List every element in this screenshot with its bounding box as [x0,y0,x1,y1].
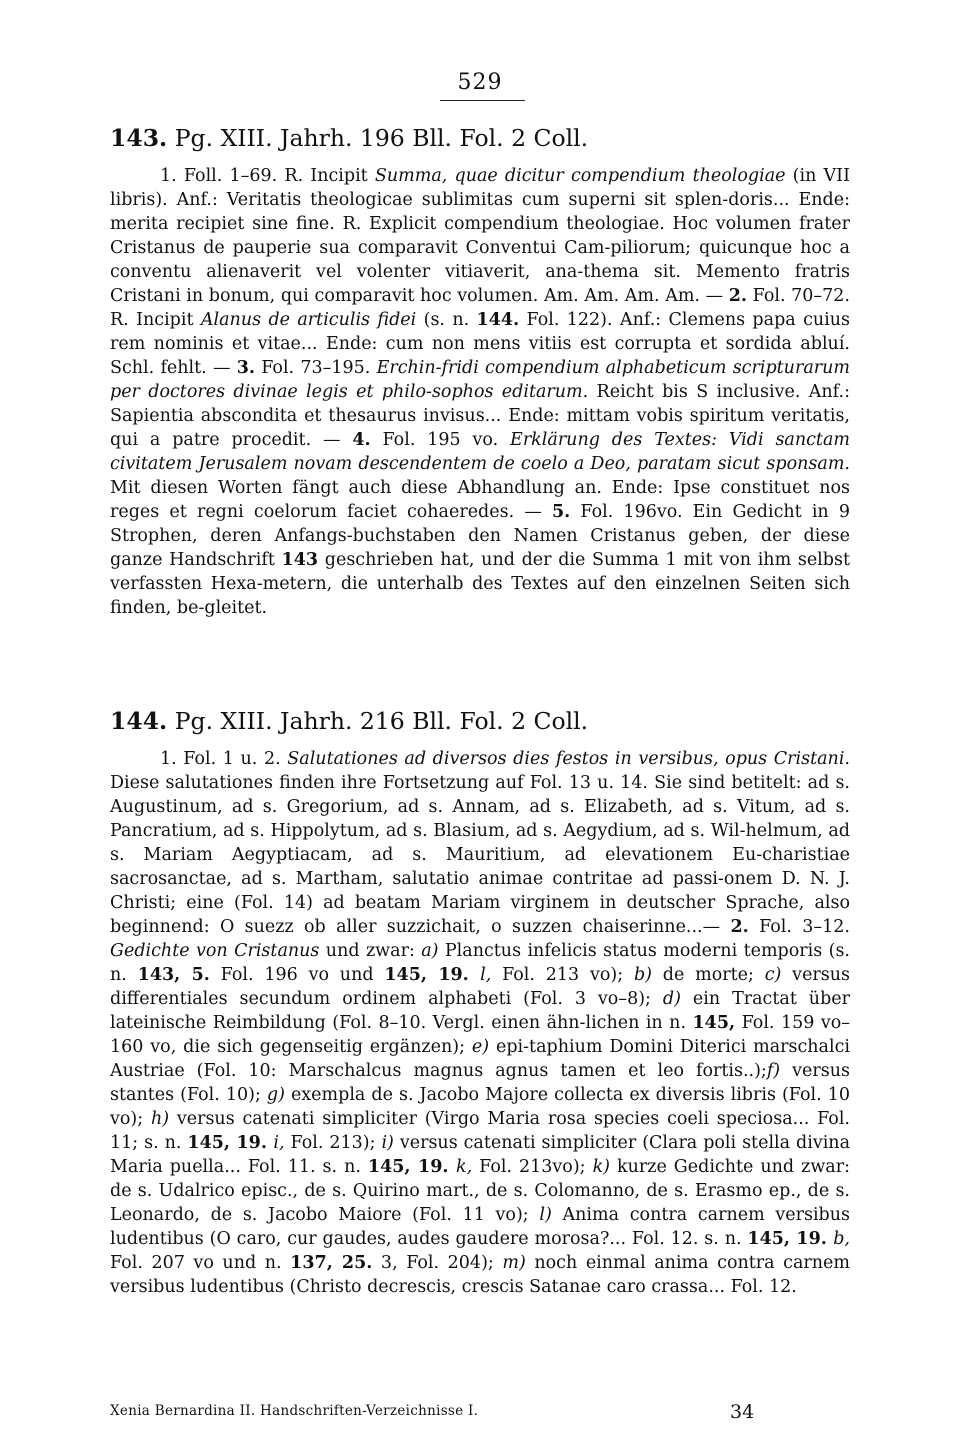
text-run: Diese salutationes finden ihre Fortsetzung auf Fol. 13 u. 14. Sie sind betitelt: ad s. Augustinum, ad s. Gregorium, ad s. Annam, ad s. Elizabeth, ad s. Vitum, ad s. Pancratium, ad s. Hippolytum, ad s. Blasium, ad s. Aegydium, ad s. Wil-helmum, ad s. Mariam Aegyptiacam, ad s. Mauritium, ad elevationem Eu-charistiae sacrosanctae, ad s. Martham, salutatio animae contritae ad passi-onem D. N. J. Christi; eine (Fol. 14) ad beatam Mariam virginem in deutscher Sprache, also beginnend: O suezz ob aller suzzichait, o suzzen chaiserinne...— [110,773,850,937]
entry-heading-text: Pg. XIII. Jahrh. 196 Bll. Fol. 2 Coll. [167,124,589,152]
item-letter: c) [764,965,782,985]
text-run: Fol. 196 vo und [209,965,385,985]
text-run: Mit diesen Worten fängt auch diese Abhandlung an. Ende: Ipse constituet nos reges et regni coelorum faciet cohaeredes. — [110,478,850,522]
entry-heading [110,122,850,154]
italic-title: Gedichte von Cristanus [110,941,320,961]
cross-reference: 137, 25. [290,1253,373,1273]
item-number: 4. [352,430,371,450]
text-run: kurze Gedichte und zwar: de s. Udalrico episc., de s. Quirino mart., de s. Colomanno, de s. Erasmo ep., de s. Leonardo, de s. Jacobo Maiore (Fol. 11 vo); [110,1157,850,1225]
text-run: versus catenati simpliciter (Virgo Maria rosa species coeli speciosa... Fol. 11; s. n. [110,1109,850,1153]
text-run: Fol. 195 vo. [370,430,511,450]
item-letter: f) [766,1061,781,1081]
page-number-rule [440,100,525,101]
manuscript-entry-144 [110,705,850,1299]
item-letter: b, [833,1229,850,1249]
text-run: Fol. 213vo); [472,1157,593,1177]
italic-title: Erchin-fridi compendium alphabeticum scripturarum per doctores divinae legis et philo-sophos editarum. [110,358,850,402]
text-run: und zwar: [319,941,422,961]
text-run: Fol. 196vo. Ein Gedicht in 9 Strophen, deren Anfangs-buchstaben den Namen Cristanus geben, der diese ganze Handschrift [110,502,850,570]
item-letter: g) [266,1085,285,1105]
text-run: versus catenati simpliciter (Clara poli stella divina Maria puella... Fol. 11. s. n. [110,1133,851,1177]
item-letter: l, [480,965,492,985]
text-run: versus stantes (Fol. 10); [110,1061,850,1105]
text-run: (s. n. [416,310,477,330]
item-number: 2. [730,917,749,937]
entry-body [110,747,850,1299]
entry-number: 143. [110,124,168,152]
entry-paragraph [110,747,850,1299]
text-run: ein Tractat über lateinische Reimbildung (Fol. 8–10. Vergl. einen ähn-lichen in n. [110,989,850,1033]
text-run: exempla de s. Jacobo Majore collecta ex diversis libris (Fol. 10 vo); [110,1085,850,1129]
text-run: versus differentiales secundum ordinem alphabeti (Fol. 3 vo–8); [110,965,851,1009]
item-number: 3. [236,358,255,378]
text-run: (in VII libris). Anf.: Veritatis theologicae sublimitas cum superni sit splen-doris... Ende: merita recipiet sine fine. R. Explicit compendium theologiae. Hoc volumen frater Cristanus de pauperie sua comparavit Conventui Cam-piliorum; quicunque hoc a conventu alienaverit vel volenter vitiaverit, ana-thema sit. Memento fratris Cristani in bonum, qui comparavit hoc volumen. Am. Am. Am. Am. — [110,166,850,306]
item-letter: i) [381,1133,394,1153]
text-run: Fol. 70–72. R. Incipit [110,286,850,330]
text-run: Fol. 207 vo und n. [110,1253,291,1273]
cross-reference: 143 [281,550,319,570]
entry-heading-text: Pg. XIII. Jahrh. 216 Bll. Fol. 2 Coll. [167,707,589,735]
italic-title: Summa, quae dicitur compendium theologiae [374,166,786,186]
text-run: Fol. 213 vo); [491,965,634,985]
entry-heading [110,705,850,737]
text-run: Fol. 122). Anf.: Clemens papa cuius rem nominis et vitae... Ende: cum non mens vitiis est corrupta et sordida abluí. Schl. fehlt. — [110,310,850,378]
text-run: Anima contra carnem versibus ludentibus (O caro, cur gaudes, audes gaudere morosa?... Fol. 12. s. n. [110,1205,851,1249]
text-run: 1. Foll. 1–69. R. Incipit [160,166,375,186]
text-run: Fol. 73–195. [255,358,377,378]
item-letter: h) [150,1109,170,1129]
text-run: Reicht bis S inclusive. Anf.: Sapientia abscondita et thesaurus invisus... Ende: mittam vobis spiritum veritatis, qui a patre procedit. — [110,382,850,450]
footer-series-title: Xenia Bernardina II. Handschriften-Verzeichnisse I. [110,1403,479,1419]
cross-reference: 145, 19. [367,1157,456,1177]
italic-title: Erklärung des Textes: Vidi sanctam civitatem Jerusalem novam descendentem de coelo a Deo, paratam sicut sponsam. [110,430,850,474]
cross-reference: 145, [692,1013,736,1033]
cross-reference: 144. [476,310,520,330]
manuscript-entry-143 [110,122,850,620]
italic-title: Salutationes ad diversos dies festos in versibus, opus Cristani. [287,749,850,769]
text-run: Fol. 3–12. [748,917,850,937]
entry-paragraph [110,164,850,620]
item-letter: a) [421,941,439,961]
cross-reference: 145, 19. [187,1133,274,1153]
item-letter: m) [502,1253,526,1273]
item-letter: l) [539,1205,552,1225]
item-letter: d) [662,989,681,1009]
text-run: epi-taphium Domini Diterici marschalci Austriae (Fol. 10: Marschalcus magnus agnus tamen et leo fortis..); [110,1037,850,1081]
item-letter: b) [633,965,652,985]
entry-body [110,164,850,620]
item-letter: k, [456,1157,473,1177]
item-number: 2. [728,286,748,306]
item-letter: k) [592,1157,610,1177]
cross-reference: 145, 19. [747,1229,834,1249]
italic-title: Alanus de articulis fidei [200,310,417,330]
cross-reference: 145, 19. [384,965,481,985]
text-run: 1. Fol. 1 u. 2. [160,749,288,769]
entry-number: 144. [110,707,168,735]
signature-mark: 34 [730,1401,755,1423]
text-run: Fol. 159 vo–160 vo, die sich gegenseitig ergänzen); [110,1013,850,1057]
page-number: 529 [457,70,503,95]
item-letter: i, [273,1133,285,1153]
cross-reference: 143, 5. [137,965,210,985]
item-letter: e) [471,1037,490,1057]
text-run: Fol. 213); [284,1133,382,1153]
page-footer [110,1401,850,1423]
text-run: de morte; [651,965,765,985]
text-run: 3, Fol. 204); [372,1253,503,1273]
text-run: Planctus infelicis status moderni temporis (s. n. [110,941,850,985]
text-run: geschrieben hat, und der die Summa 1 mit von ihm selbst verfassten Hexa-metern, die unterhalb des Textes auf den einzelnen Seiten sich finden, be-gleitet. [110,550,850,618]
item-number: 5. [551,502,571,522]
text-run: noch einmal anima contra carnem versibus ludentibus (Christo decrescis, crescis Satanae caro crassa... Fol. 12. [110,1253,850,1297]
